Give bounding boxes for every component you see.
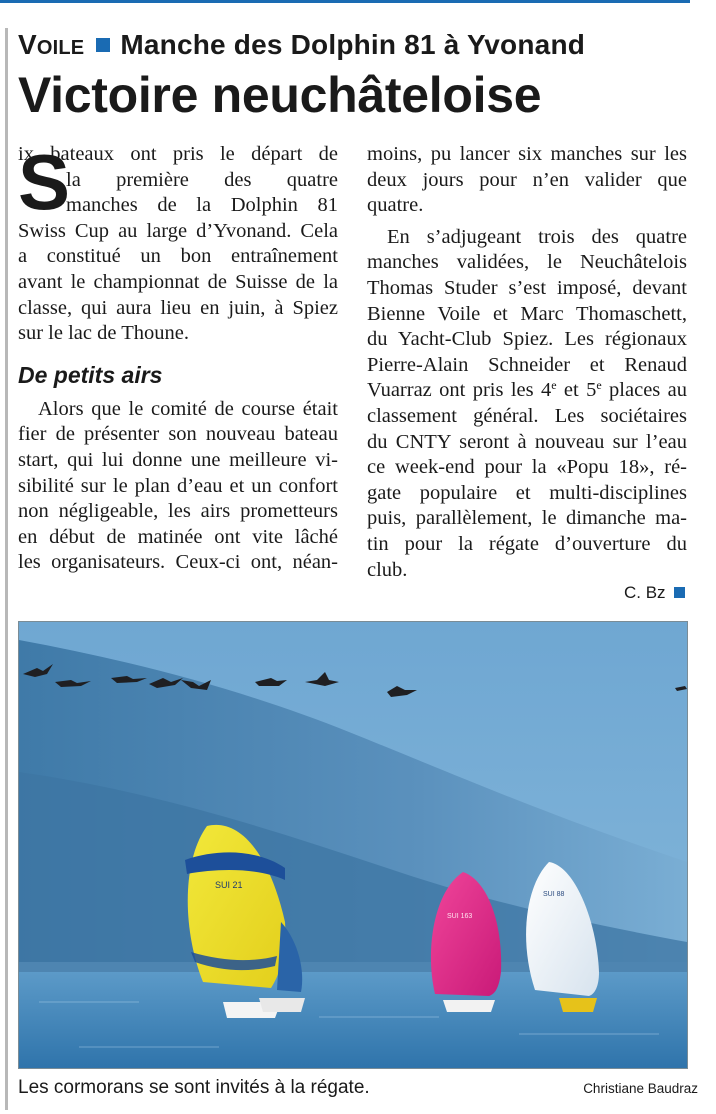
text-line: Alors que le comité de course était (38, 397, 338, 420)
kicker-subject: Manche des Dolphin 81 à Yvonand (120, 29, 586, 60)
text-line: ix bateaux ont pris le départ de (18, 143, 338, 165)
drop-cap: S (18, 138, 71, 226)
subheading: De petits airs (18, 361, 163, 388)
text-line: Pierre-Alain Schneider et Renaud (367, 353, 687, 376)
sail-number: SUI 21 (215, 880, 243, 890)
text-line: En s’adjugeant trois des quatre (387, 225, 687, 248)
text-line: les organisateurs. Ceux-ci ont, néan- (18, 551, 338, 574)
rubric-label: Voile (18, 29, 85, 60)
regatta-photo (18, 621, 688, 1069)
left-margin-rule (5, 28, 8, 1110)
text-line: la première des quatre (66, 168, 338, 191)
hull (443, 1000, 495, 1012)
top-accent-rule (0, 0, 690, 3)
hull (559, 998, 597, 1012)
text-line: sur le lac de Thoune. (18, 322, 189, 345)
photo-caption: Les cormorans se sont invités à la régate. (18, 1077, 370, 1098)
text-line: du CNTY seront à nouveau sur l’eau (367, 430, 687, 453)
text-line: quatre. (367, 194, 424, 217)
article-column-2 (367, 142, 687, 583)
text-line: avant le championnat de Suisse de la (18, 270, 338, 293)
superscript: e (551, 378, 557, 393)
text-line: du Yacht-Club Spiez. Les régionaux (367, 328, 687, 351)
text-fragment: Vuarraz ont pris les 4 (367, 379, 552, 402)
text-line: non négligeable, les airs prometteurs (18, 500, 338, 523)
text-line: tin pour la régate d’ouverture du (367, 532, 687, 555)
text-line: Thomas Studer s’est imposé, devant (367, 276, 687, 299)
text-line: classement général. Les sociétaires (367, 404, 687, 427)
text-line-places (367, 378, 687, 404)
text-line: Swiss Cup au large d’Yvonand. Cela (18, 219, 338, 242)
hull (259, 998, 305, 1012)
author-signature (624, 582, 685, 604)
text-line: manches validées, le Neuchâtelois (367, 251, 687, 274)
text-line: manches de la Dolphin 81 (66, 194, 338, 217)
text-line: fier de présenter son nouveau bateau (18, 423, 338, 446)
superscript: e (596, 378, 602, 393)
text-line: Bienne Voile et Marc Thomaschett, (367, 302, 687, 325)
text-fragment: et 5 (556, 379, 597, 402)
text-line: puis, parallèlement, le dimanche ma- (367, 507, 687, 530)
article-column-1 (18, 138, 338, 576)
text-line: club. (367, 558, 408, 581)
paragraph-2-continued (367, 142, 687, 219)
sail-number: SUI 88 (543, 891, 565, 898)
end-square-icon (674, 587, 685, 598)
text-line: sibilité sur le plan d’eau et un confort (18, 474, 338, 497)
photo-credit: Christiane Baudraz (583, 1081, 698, 1096)
paragraph-3 (367, 225, 687, 583)
text-line: moins, pu lancer six manches sur les (367, 143, 687, 165)
photo-illustration (19, 622, 687, 1068)
text-line: deux jours pour n’en valider que (367, 168, 687, 191)
text-line: classe, qui aura lieu en juin, à Spiez (18, 296, 338, 319)
paragraph-2 (18, 397, 338, 576)
text-line: en début de matinée ont vite lâché (18, 525, 338, 548)
text-line: ce week-end pour la «Popu 18», ré- (367, 456, 687, 479)
signature-text: C. Bz (624, 583, 666, 602)
lead-paragraph (18, 138, 338, 347)
sail-number: SUI 163 (447, 913, 473, 920)
kicker (18, 26, 585, 64)
text-fragment: places au (601, 379, 687, 402)
text-line: gate populaire et multi-disciplines (367, 481, 687, 504)
text-line: a constitué un bon entraînement (18, 245, 338, 268)
headline: Victoire neuchâteloise (18, 67, 542, 123)
blue-square-icon (96, 38, 110, 52)
text-line: start, qui lui donne une meilleure vi- (18, 448, 338, 471)
